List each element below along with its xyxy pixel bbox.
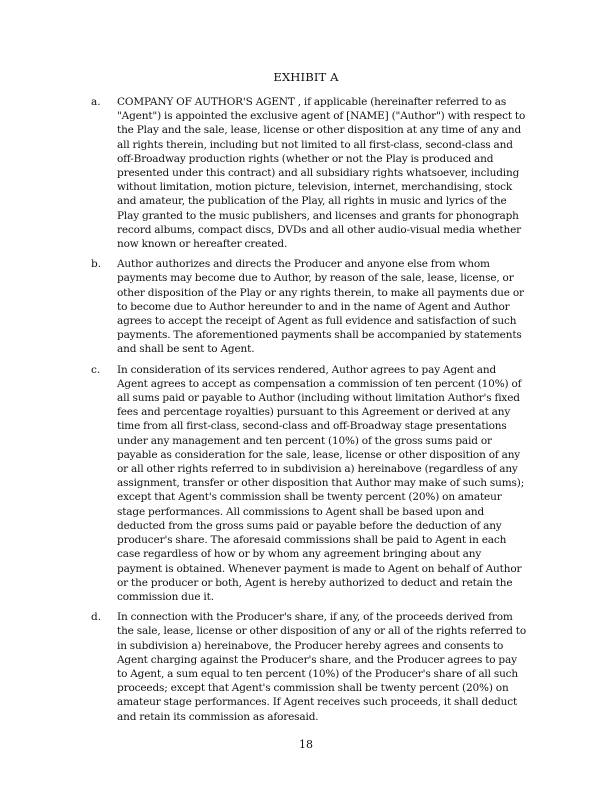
clause-marker: b. <box>91 258 102 271</box>
page-title: EXHIBIT A <box>273 70 339 84</box>
clause-marker: a. <box>91 96 101 108</box>
clause-marker: d. <box>91 611 102 624</box>
clause-item-c <box>91 363 529 604</box>
clause-text: Author authorizes and directs the Producer and anyone else from whom payments may become due to Author, by reason of the sale, lease, license, or other disposition of the Play or any rights therein, to make all payments due or to become due to Author hereunder to and in the name of Agent and Author agrees to accept the receipt of Agent as full evidence and satisfaction of such payments. The aforementioned payments shall be accompanied by statements and shall be sent to Agent. <box>117 258 524 356</box>
clause-item-b <box>91 257 529 356</box>
clause-marker: c. <box>91 363 101 376</box>
page-number: 18 <box>299 738 313 751</box>
clause-text: COMPANY OF AUTHOR'S AGENT , if applicable (hereinafter referred to as "Agent") is appointed the exclusive agent of [NAME] ("Author") with respect to the Play and the sale, lease, license or other disposition at any time of any and all rights therein, including but not limited to all first-class, second-class and off-Broadway production rights (whether or not the Play is produced and presented under this contract) and all subsidiary rights whatsoever, including without limitation, motion picture, television, internet, merchandising, stock and amateur, the publication of the Play, all rights in music and lyrics of the Play granted to the music publishers, and licenses and grants for phonograph record albums, compact discs, DVDs and all other audio-visual media whether now known or hereafter created. <box>117 96 526 251</box>
clause-list <box>91 95 529 730</box>
clause-text: In connection with the Producer's share, if any, of the proceeds derived from the sale, lease, license or other disposition of any or all of the rights referred to in subdivision a) hereinabove, the Producer hereby agrees and consents to Agent charging against the Producer's share, and the Producer agrees to pay to Agent, a sum equal to ten percent (10%) of the Producer's share of all such proceeds; except that Agent's commission shall be twenty percent (20%) on amateur stage performances. If Agent receives such proceeds, it shall deduct and retain its commission as aforesaid. <box>117 611 527 723</box>
clause-text: In consideration of its services rendered, Author agrees to pay Agent and Agent agrees to accept as compensation a commission of ten percent (10%) of all sums paid or payable to Author (including without limitation Author's fixed fees and percentage royalties) pursuant to this Agreement or derived at any time from all first-class, second-class and off-Broadway stage presentations under any management and ten percent (10%) of the gross sums paid or payable as consideration for the sale, lease, license or other disposition of any or all other rights referred to in subdivision a) hereinabove (regardless of any assignment, transfer or other disposition that Author may make of such sums); except that Agent's commission shall be twenty percent (20%) on amateur stage performances. All commissions to Agent shall be based upon and deducted from the gross sums paid or payable before the deduction of any producer's share. The aforesaid commissions shall be paid to Agent in each case regardless of how or by whom any agreement bringing about any payment is obtained. Whenever payment is made to Agent on behalf of Author or the producer or both, Agent is hereby authorized to deduct and retain the commission due it. <box>117 363 525 603</box>
clause-item-a <box>91 95 529 251</box>
clause-item-d <box>91 610 529 724</box>
